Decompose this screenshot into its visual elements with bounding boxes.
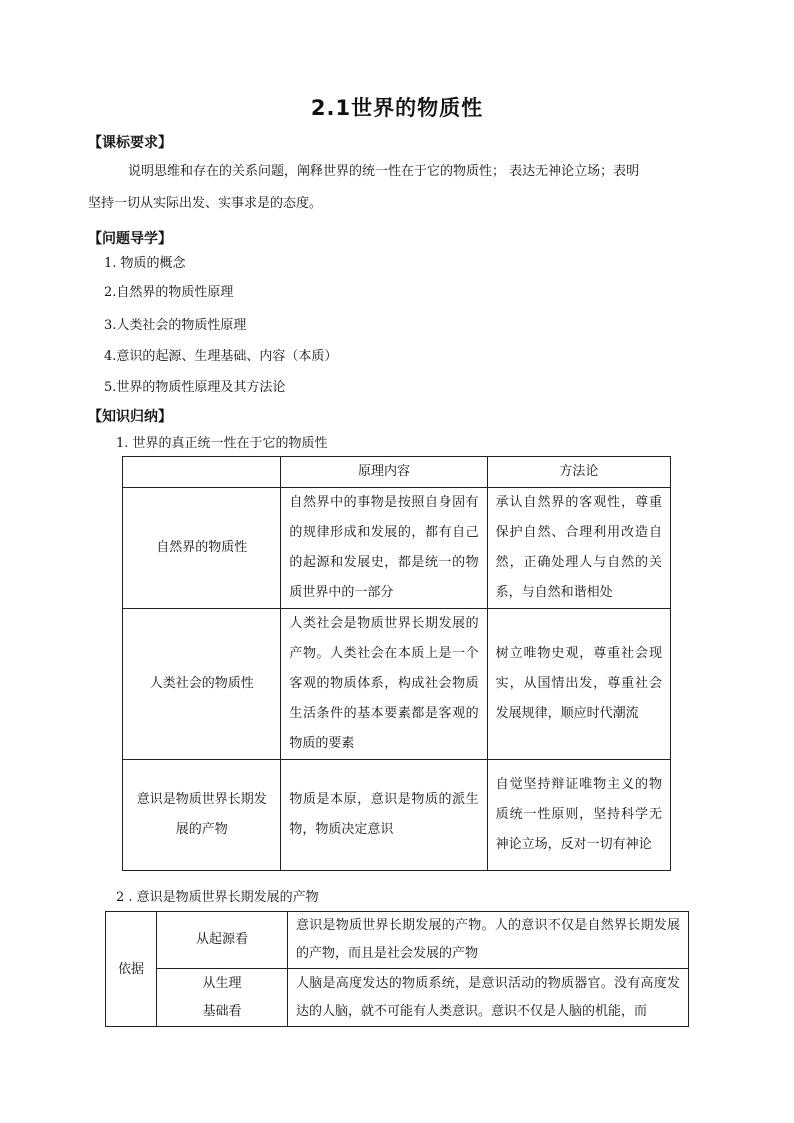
row-principle: 人类社会是物质世界长期发展的产物。人类社会在本质上是一个客观的物质体系，构成社会物质生活条件的基本要素都是客观的物质的要素 (281, 609, 487, 760)
section-heading-knowledge: 【知识归纳】 (88, 409, 172, 425)
table-row (106, 969, 689, 1027)
page-title: 2.1世界的物质性 (310, 96, 484, 120)
table-header-principle: 原理内容 (281, 457, 487, 488)
requirement-line-2: 坚持一切从实际出发、实事求是的态度。 (88, 196, 323, 211)
row-label-line: 从生理 (202, 975, 242, 991)
row-label-line: 基础看 (202, 1003, 242, 1019)
row-label: 人类社会的物质性 (123, 609, 281, 760)
material-unity-table (122, 456, 671, 871)
table-header-method: 方法论 (487, 457, 670, 488)
group-label: 依据 (106, 912, 157, 1027)
section-heading-requirements: 【课标要求】 (88, 135, 172, 151)
row-label (157, 969, 288, 1027)
row-method: 承认自然界的客观性，尊重保护自然、合理利用改造自然，正确处理人与自然的关系，与自然和谐相处 (487, 488, 670, 609)
question-item: 3.人类社会的物质性原理 (104, 318, 247, 333)
row-text: 意识是物质世界长期发展的产物。人的意识不仅是自然界长期发展的产物，而且是社会发展的产物 (288, 912, 689, 969)
row-method: 自觉坚持辩证唯物主义的物质统一性原则，坚持科学无神论立场，反对一切有神论 (487, 760, 670, 871)
row-principle: 自然界中的事物是按照自身固有的规律形成和发展的，都有自己的起源和发展史，都是统一的物质世界中的一部分 (281, 488, 487, 609)
section-heading-questions: 【问题导学】 (88, 231, 172, 247)
consciousness-basis-table (105, 911, 689, 1027)
table-row (123, 488, 671, 609)
knowledge-heading-1: 1. 世界的真正统一性在于它的物质性 (116, 436, 328, 451)
knowledge-heading-2: 2 . 意识是物质世界长期发展的产物 (116, 890, 319, 905)
row-label: 意识是物质世界长期发展的产物 (123, 760, 281, 871)
table-header-empty (123, 457, 281, 488)
table-row (106, 912, 689, 969)
row-text: 人脑是高度发达的物质系统，是意识活动的物质器官。没有高度发达的人脑，就不可能有人类意识。意识不仅是人脑的机能，而 (288, 969, 689, 1027)
table-row (123, 609, 671, 760)
table-row (123, 760, 671, 871)
row-method: 树立唯物史观，尊重社会现实，从国情出发，尊重社会发展规律，顺应时代潮流 (487, 609, 670, 760)
row-label: 自然界的物质性 (123, 488, 281, 609)
question-item: 2.自然界的物质性原理 (104, 285, 234, 300)
row-principle: 物质是本原，意识是物质的派生物，物质决定意识 (281, 760, 487, 871)
question-item: 5.世界的物质性原理及其方法论 (104, 380, 286, 395)
question-item: 1. 物质的概念 (104, 256, 186, 271)
question-item: 4.意识的起源、生理基础、内容（本质） (104, 349, 338, 364)
row-label: 从起源看 (157, 912, 288, 969)
requirement-line-1: 说明思维和存在的关系问题，阐释世界的统一性在于它的物质性； 表达无神论立场；表明 (128, 164, 640, 179)
